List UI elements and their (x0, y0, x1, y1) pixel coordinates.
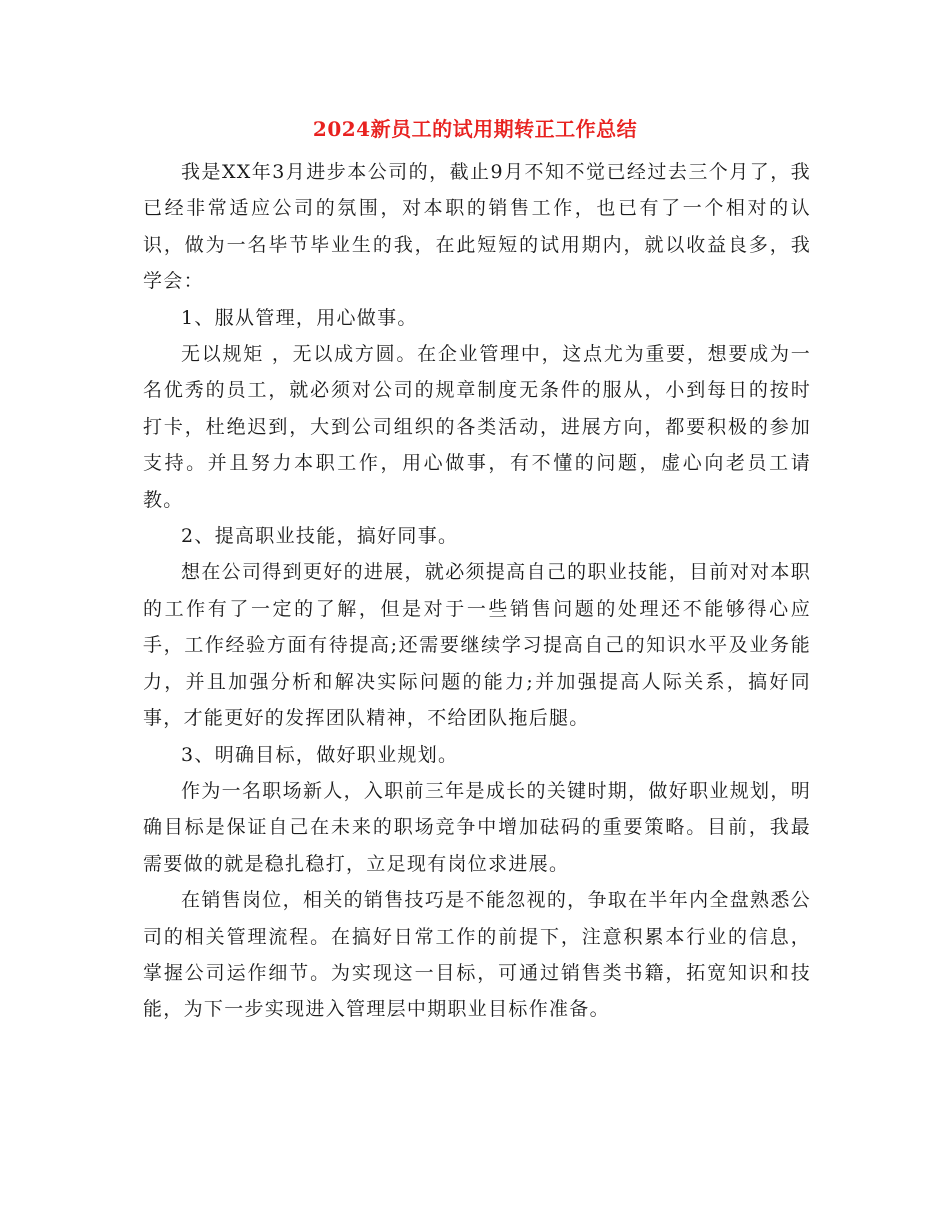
section-heading-1: 1、服从管理，用心做事。 (181, 306, 418, 329)
section-heading-2: 2、提高职业技能，搞好同事。 (181, 525, 459, 548)
document-title: 2024新员工的试用期转正工作总结 (312, 117, 638, 141)
paragraph-section-3-continued: 在销售岗位，相关的销售技巧是不能忽视的，争取在半年内全盘熟悉公司的相关管理流程。在搞好日常工作的前提下，注意积累本行业的信息，掌握公司运作细节。为实现这一目标，可通过销售类书籍，拓宽知识和技能，为下一步实现进入管理层中期职业目标作准备。 (143, 889, 811, 1021)
paragraph-section-1: 无以规矩 ，无以成方圆。在企业管理中，这点尤为重要，想要成为一名优秀的员工，就必须对公司的规章制度无条件的服从，小到每日的按时打卡，杜绝迟到，大到公司组织的各类活动，进展方向，都要积极的参加支持。并且努力本职工作，用心做事，有不懂的问题，虚心向老员工请教。 (143, 343, 811, 511)
document-body (143, 154, 811, 1028)
paragraph-intro: 我是XX年3月进步本公司的，截止9月不知不觉已经过去三个月了，我已经非常适应公司的氛围，对本职的销售工作，也已有了一个相对的认识，做为一名毕节毕业生的我，在此短短的试用期内，就以收益良多，我学会： (143, 161, 811, 293)
section-heading-3: 3、明确目标，做好职业规划。 (181, 743, 459, 766)
paragraph-section-3: 作为一名职场新人，入职前三年是成长的关键时期，做好职业规划，明确目标是保证自己在未来的职场竞争中增加砝码的重要策略。目前，我最需要做的就是稳扎稳打，立足现有岗位求进展。 (143, 779, 811, 875)
paragraph-section-2: 想在公司得到更好的进展，就必须提高自己的职业技能，目前对对本职的工作有了一定的了解，但是对于一些销售问题的处理还不能够得心应手，工作经验方面有待提高;还需要继续学习提高自己的知识水平及业务能力，并且加强分析和解决实际问题的能力;并加强提高人际关系，搞好同事，才能更好的发挥团队精神，不给团队拖后腿。 (143, 561, 811, 730)
